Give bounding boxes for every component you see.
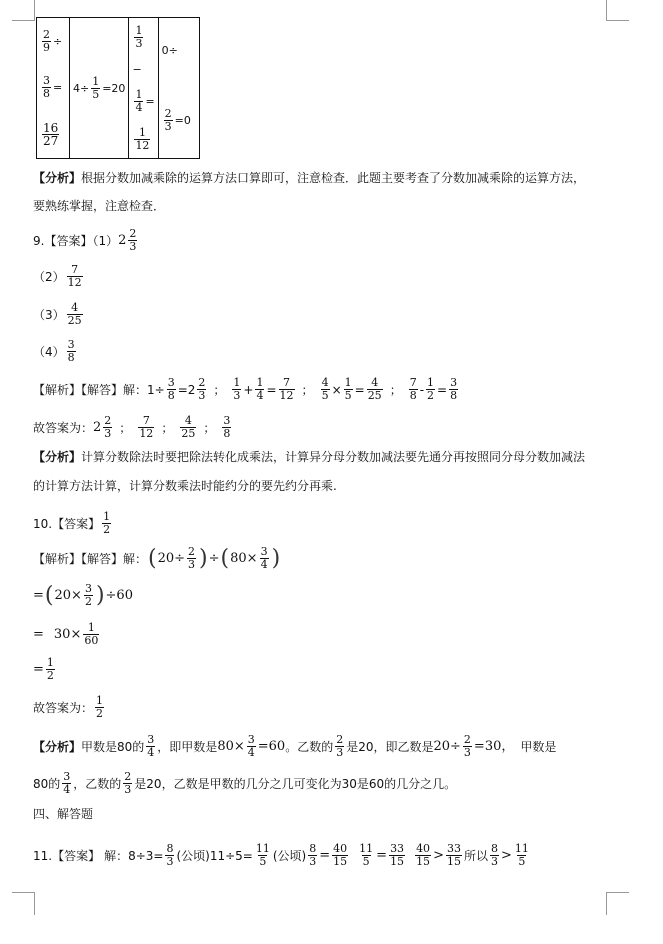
analysis-1-line-2: 要熟练掌握，注意检查． [33,199,166,213]
q9-answer-2: （2） $\frac{7}{12}$ [33,263,82,289]
table-cell-1: $\frac{2}{9}$ ÷ $\frac{3}{8}$ = $\frac{16}{27}$ [37,18,70,159]
table-cell-2: 4÷ $\frac{1}{5}$ =20 [70,18,129,159]
section-heading: 四、解答题 [33,807,94,821]
q9-answer-3: （3） $\frac{4}{25}$ [33,301,82,327]
q10-step-1: = ( 20× $\frac{3}{2}$ ) ÷60 [33,582,133,608]
answer-table [36,17,200,159]
q10-analysis-line-1: 【分析】 甲数是80的 $\frac{3}{4}$ ，即甲数是 80× $\frac{3}{4}$ =60 。乙数的 $\frac{2}{3}$ 是20，即乙数是 20÷ $\frac{2}{3}$ =30， 甲数是 [33,733,557,759]
q10-step-2: = 30× $\frac{1}{60}$ [33,621,99,647]
q9-answer-4: （4） $\frac{3}{8}$ [33,338,75,364]
q9-answer-1: 9.【答案】（1） 2 $\frac{2}{3}$ [33,227,137,253]
q10-analysis-line-2: 80的 $\frac{3}{4}$ ，乙数的 $\frac{2}{3}$ 是20，乙数是甲数的几分之几可变化为30是60的几分之几。 [33,770,457,796]
q11-answer: 11.【答案】 解：8÷3= $\frac{8}{3}$ (公顷)11÷5= $\frac{11}{5}$ (公顷) $\frac{8}{3}$ = $\frac{40}{15}$ $\frac{11}{5}$ = $\frac{33}{15}$ $\frac{40}{15}$ > $\frac{33}{15}$ 所以 $\frac{8}{3}$ > $\frac{11}{5}$ [33,842,529,868]
analysis-1-line-1: 【分析】 根据分数加减乘除的运算方法口算即可，注意检查．此题主要考查了分数加减乘除的运算方法， [33,171,586,185]
q10-explanation: 【解析】【解答】解： ( 20÷ $\frac{2}{3}$ ) ÷ ( 80× $\frac{3}{4}$ ) [33,545,281,571]
crop-mark-top-left [12,0,35,21]
q10-final-answer: 故答案为： $\frac{1}{2}$ [33,694,104,720]
crop-mark-bottom-left [12,892,35,915]
crop-mark-bottom-right [606,892,629,915]
table-cell-3: $\frac{1}{3}$ − $\frac{1}{4}$ = $\frac{1}{12}$ [129,18,158,159]
q9-analysis-line-2: 的计算方法计算，计算分数乘法时能约分的要先约分再乘. [33,479,337,493]
crop-mark-top-right [606,0,629,21]
q10-step-3: = $\frac{1}{2}$ [33,656,54,682]
q9-analysis-line-1: 【分析】 计算分数除法时要把除法转化成乘法，计算异分母分数加减法要先通分再按照同分母分数加减法 [33,450,586,464]
table-cell-4: 0÷ $\frac{2}{3}$ =0 [158,18,199,159]
q10-answer: 10.【答案】 $\frac{1}{2}$ [33,510,111,536]
q9-final-answer: 故答案为： 2 $\frac{2}{3}$ ； $\frac{7}{12}$ ； $\frac{4}{25}$ ； $\frac{3}{8}$ [33,414,231,440]
q9-explanation: 【解析】【解答】解：1÷ $\frac{3}{8}$ =2 $\frac{2}{3}$ ； $\frac{1}{3}$ + $\frac{1}{4}$ = $\frac{7}{12}$ ； $\frac{4}{5}$ × $\frac{1}{5}$ = $\frac{4}{25}$ ； $\frac{7}{8}$ - $\frac{1}{2}$ = $\frac{3}{8}$ [33,376,458,402]
